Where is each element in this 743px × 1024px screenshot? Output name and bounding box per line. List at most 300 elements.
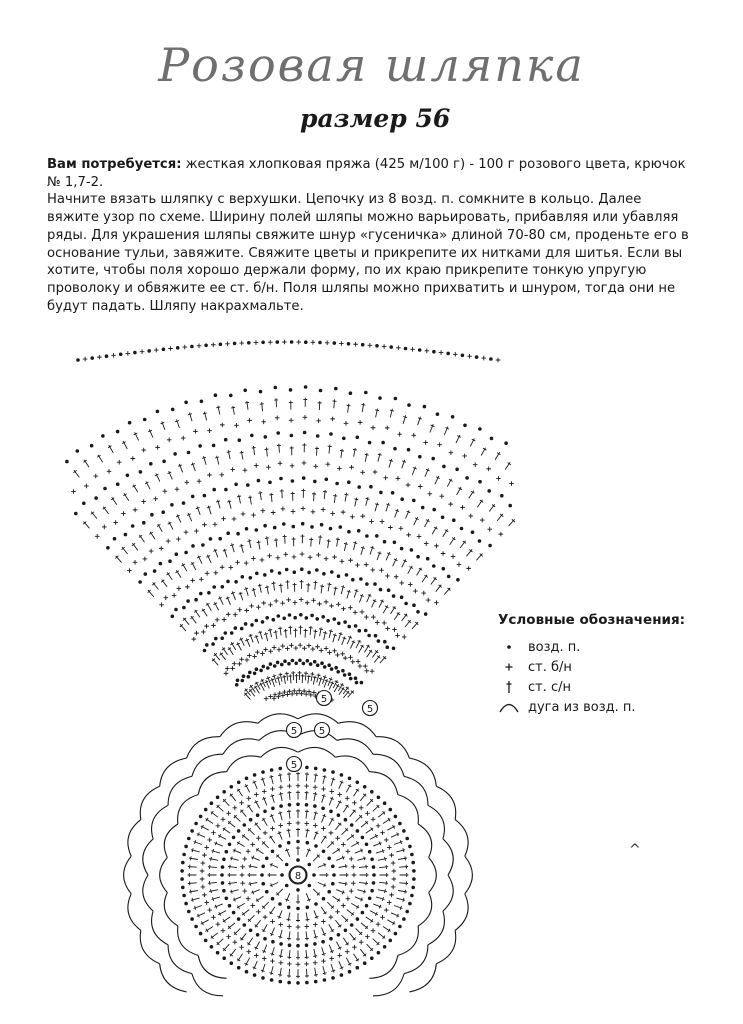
single-crochet-stitch xyxy=(304,924,309,929)
single-crochet-stitch xyxy=(297,688,302,693)
chain-stitch xyxy=(204,808,207,811)
single-crochet-stitch xyxy=(255,650,260,655)
chain-stitch xyxy=(479,428,482,431)
double-crochet-stitch xyxy=(346,784,351,792)
chain-stitch xyxy=(271,850,274,853)
double-crochet-stitch xyxy=(287,950,291,959)
single-crochet-stitch xyxy=(410,347,415,352)
single-crochet-stitch xyxy=(304,821,309,826)
chain-stitch xyxy=(75,512,78,515)
single-crochet-stitch xyxy=(166,539,171,544)
chain-stitch xyxy=(209,538,212,541)
double-crochet-stitch xyxy=(355,849,363,854)
chain-stitch xyxy=(363,786,366,789)
chain-stitch xyxy=(316,569,319,572)
single-crochet-stitch xyxy=(280,644,285,649)
chain-stitch xyxy=(199,445,202,448)
chain-stitch xyxy=(95,497,98,500)
double-crochet-stitch xyxy=(301,534,305,543)
chain-stitch xyxy=(221,637,224,640)
single-crochet-stitch xyxy=(449,450,454,455)
double-crochet-stitch xyxy=(216,406,220,415)
double-crochet-stitch xyxy=(373,842,381,847)
chain-stitch xyxy=(308,571,311,574)
chain-stitch xyxy=(361,911,364,914)
double-crochet-stitch xyxy=(248,828,255,835)
single-crochet-stitch xyxy=(211,830,216,835)
single-crochet-stitch xyxy=(304,962,309,967)
chain-stitch xyxy=(156,410,159,413)
chain-stitch xyxy=(332,882,335,885)
double-crochet-stitch xyxy=(342,637,347,645)
chain-stitch xyxy=(243,824,246,827)
single-crochet-stitch xyxy=(350,660,355,665)
chain-stitch xyxy=(330,433,333,436)
double-crochet-stitch xyxy=(237,841,245,846)
chain-arc xyxy=(143,875,153,911)
single-crochet-stitch xyxy=(399,526,404,531)
double-crochet-stitch xyxy=(417,568,423,576)
single-crochet-stitch xyxy=(376,824,381,829)
double-crochet-stitch xyxy=(304,629,308,638)
double-crochet-stitch xyxy=(296,895,300,904)
chain-stitch xyxy=(328,890,331,893)
single-crochet-stitch xyxy=(220,423,225,428)
chain-stitch xyxy=(394,932,397,935)
chain-stitch xyxy=(230,962,233,965)
single-crochet-stitch xyxy=(282,340,287,345)
double-crochet-stitch xyxy=(269,775,273,784)
double-crochet-stitch xyxy=(399,881,408,885)
double-crochet-stitch xyxy=(201,825,209,830)
chain-stitch xyxy=(306,981,309,984)
single-crochet-stitch xyxy=(262,789,267,794)
double-crochet-stitch xyxy=(91,512,97,519)
double-crochet-stitch xyxy=(211,897,220,901)
chain-stitch xyxy=(183,894,186,897)
single-crochet-stitch xyxy=(299,691,304,696)
double-crochet-stitch xyxy=(435,476,440,484)
chain-arc xyxy=(164,893,178,927)
single-crochet-stitch xyxy=(267,554,272,559)
single-crochet-stitch xyxy=(292,555,297,560)
single-crochet-stitch xyxy=(394,574,399,579)
double-crochet-stitch xyxy=(288,626,292,635)
double-crochet-stitch xyxy=(258,491,262,500)
single-crochet-stitch xyxy=(302,646,307,651)
chain-arc xyxy=(220,722,258,737)
chain-stitch xyxy=(356,781,359,784)
double-crochet-stitch xyxy=(270,928,275,936)
single-crochet-stitch xyxy=(240,865,245,870)
double-crochet-stitch xyxy=(217,805,224,811)
chain-arc xyxy=(227,756,261,772)
double-crochet-stitch xyxy=(208,865,217,869)
double-crochet-stitch xyxy=(430,424,435,432)
single-crochet-stitch xyxy=(349,465,354,470)
double-crochet-stitch xyxy=(218,911,226,916)
single-crochet-stitch xyxy=(371,817,376,822)
chain-stitch xyxy=(441,516,444,519)
single-crochet-stitch xyxy=(365,811,370,816)
chain-stitch xyxy=(284,660,287,663)
single-crochet-stitch xyxy=(382,621,387,626)
single-crochet-stitch xyxy=(254,463,259,468)
double-crochet-stitch xyxy=(402,559,407,567)
double-crochet-stitch xyxy=(262,818,267,826)
double-crochet-stitch xyxy=(245,638,250,646)
double-crochet-stitch xyxy=(191,848,200,852)
double-crochet-stitch xyxy=(347,404,351,413)
chain-stitch xyxy=(400,596,403,599)
chain-arc xyxy=(198,955,226,978)
chain-stitch xyxy=(457,579,460,582)
chain-stitch xyxy=(287,906,290,909)
chain-stitch xyxy=(175,553,178,556)
chain-stitch xyxy=(279,903,282,906)
chain-stitch xyxy=(371,889,374,892)
single-crochet-stitch xyxy=(345,949,350,954)
double-crochet-stitch xyxy=(214,842,222,847)
single-crochet-stitch xyxy=(360,514,365,519)
double-crochet-stitch xyxy=(359,645,364,653)
double-crochet-stitch xyxy=(296,932,300,941)
double-crochet-stitch xyxy=(303,398,307,407)
double-crochet-stitch xyxy=(270,814,275,822)
chain-arc xyxy=(443,839,453,875)
chain-stitch xyxy=(366,535,369,538)
chain-stitch xyxy=(212,444,215,447)
single-crochet-stitch xyxy=(274,599,279,604)
double-crochet-stitch xyxy=(313,630,317,639)
single-crochet-stitch xyxy=(358,664,363,669)
chain-stitch xyxy=(488,490,491,493)
double-crochet-stitch xyxy=(157,524,162,532)
single-crochet-stitch xyxy=(290,464,295,469)
double-crochet-stitch xyxy=(394,906,403,910)
single-crochet-stitch xyxy=(402,635,407,640)
double-crochet-stitch xyxy=(220,653,226,660)
single-crochet-stitch xyxy=(260,558,265,563)
single-crochet-stitch xyxy=(396,476,401,481)
single-crochet-stitch xyxy=(335,653,340,658)
single-crochet-stitch xyxy=(434,600,439,605)
chain-stitch xyxy=(195,598,198,601)
chain-stitch xyxy=(413,604,416,607)
double-crochet-stitch xyxy=(336,538,340,547)
chain-stitch xyxy=(191,830,194,833)
double-crochet-stitch xyxy=(373,939,380,945)
double-crochet-stitch xyxy=(240,810,246,817)
chain-stitch xyxy=(187,600,190,603)
chain-stitch xyxy=(322,616,325,619)
legend xyxy=(498,612,728,717)
chain-stitch xyxy=(270,979,273,982)
double-crochet-stitch xyxy=(414,517,419,525)
single-crochet-stitch xyxy=(211,915,216,920)
double-crochet-stitch xyxy=(202,456,206,465)
chain-stitch xyxy=(392,647,395,650)
double-crochet-stitch xyxy=(509,519,515,526)
chain-stitch xyxy=(253,774,256,777)
chain-stitch xyxy=(292,525,295,528)
double-crochet-stitch xyxy=(291,492,295,501)
double-crochet-stitch xyxy=(287,969,291,978)
single-crochet-stitch xyxy=(351,865,356,870)
chain-arc xyxy=(465,856,473,894)
chain-stitch xyxy=(409,902,412,905)
double-crochet-stitch xyxy=(188,881,197,885)
double-crochet-stitch xyxy=(320,873,329,877)
chain-stitch xyxy=(356,436,359,439)
double-crochet-stitch xyxy=(361,923,368,929)
double-crochet-stitch xyxy=(207,506,211,515)
chain-stitch xyxy=(183,606,186,609)
chain-stitch xyxy=(221,874,224,877)
single-crochet-stitch xyxy=(211,623,216,628)
double-crochet-stitch xyxy=(456,435,461,443)
double-crochet-stitch xyxy=(315,447,319,456)
chain-stitch xyxy=(150,463,153,466)
chain-stitch xyxy=(442,567,445,570)
chain-stitch xyxy=(350,924,353,927)
chain-stitch xyxy=(356,830,359,833)
chain-stitch xyxy=(338,622,341,625)
chain-arc xyxy=(443,875,453,911)
chain-stitch xyxy=(163,460,166,463)
chain-stitch xyxy=(280,943,283,946)
chain-stitch xyxy=(358,486,361,489)
single-crochet-stitch xyxy=(121,511,126,516)
chain-stitch xyxy=(153,570,156,573)
double-crochet-stitch xyxy=(269,493,273,502)
chain-arc xyxy=(418,893,432,927)
chain-stitch xyxy=(356,918,359,921)
chain-stitch xyxy=(225,897,228,900)
single-crochet-stitch xyxy=(302,461,307,466)
double-crochet-stitch xyxy=(122,547,128,554)
double-crochet-stitch xyxy=(230,857,239,861)
chain-stitch xyxy=(406,837,409,840)
chain-stitch xyxy=(376,535,379,538)
chain-stitch xyxy=(417,555,420,558)
single-crochet-stitch xyxy=(261,419,266,424)
single-crochet-stitch xyxy=(364,669,369,674)
chain-stitch xyxy=(314,980,317,983)
double-crochet-stitch xyxy=(444,427,449,435)
double-crochet-stitch xyxy=(329,629,333,638)
double-crochet-stitch xyxy=(340,449,344,458)
double-crochet-stitch xyxy=(378,889,387,893)
double-crochet-stitch xyxy=(262,902,269,909)
single-crochet-stitch xyxy=(311,509,316,514)
chain-stitch xyxy=(383,946,386,949)
chain-stitch xyxy=(285,568,288,571)
single-crochet-stitch xyxy=(391,861,396,866)
double-crochet-stitch xyxy=(350,810,356,817)
single-crochet-stitch xyxy=(324,646,329,651)
single-crochet-stitch xyxy=(360,470,365,475)
chain-stitch xyxy=(399,925,402,928)
double-crochet-stitch xyxy=(278,831,283,839)
chain-stitch xyxy=(332,771,335,774)
chain-stitch xyxy=(306,841,309,844)
single-crochet-stitch xyxy=(194,631,199,636)
double-crochet-stitch xyxy=(367,799,373,806)
page-title: Розовая шляпка xyxy=(158,38,585,92)
chain-stitch xyxy=(372,882,375,885)
double-crochet-stitch xyxy=(386,552,391,560)
chain-stitch xyxy=(174,453,177,456)
double-crochet-stitch xyxy=(351,903,359,908)
chain-stitch xyxy=(237,781,240,784)
legend-label-double-crochet: ст. с/н xyxy=(528,679,572,695)
double-crochet-stitch xyxy=(237,495,241,504)
chain-stitch xyxy=(373,874,376,877)
double-crochet-stitch xyxy=(378,857,387,861)
single-crochet-stitch xyxy=(392,869,397,874)
single-crochet-stitch xyxy=(356,659,361,664)
single-crochet-stitch xyxy=(330,511,335,516)
chain-stitch xyxy=(199,815,202,818)
double-crochet-stitch xyxy=(189,856,198,860)
chain-stitch xyxy=(300,614,303,617)
double-crochet-stitch xyxy=(447,479,452,487)
double-crochet-stitch xyxy=(161,580,167,587)
double-crochet-stitch xyxy=(360,794,366,801)
double-crochet-stitch xyxy=(245,784,250,792)
single-crochet-stitch xyxy=(350,515,355,520)
double-crochet-stitch xyxy=(217,939,224,945)
chain-stitch xyxy=(224,438,227,441)
single-crochet-stitch xyxy=(292,689,297,694)
chain-stitch xyxy=(264,937,267,940)
single-crochet-stitch xyxy=(473,462,478,467)
single-crochet-stitch xyxy=(383,476,388,481)
chain-arc xyxy=(261,747,298,757)
chain-stitch xyxy=(270,570,273,573)
double-crochet-stitch xyxy=(270,863,278,868)
double-crochet-stitch xyxy=(422,575,428,582)
chain-arc xyxy=(298,714,338,723)
chain-stitch xyxy=(171,408,174,411)
double-crochet-stitch xyxy=(360,873,369,877)
legend-item-chain xyxy=(498,637,728,657)
single-crochet-stitch xyxy=(329,604,334,609)
single-crochet-stitch xyxy=(387,845,392,850)
chain-stitch xyxy=(366,583,369,586)
double-crochet-stitch xyxy=(262,924,267,932)
chain-stitch xyxy=(490,358,493,361)
chain-stitch xyxy=(410,549,413,552)
legend-label-single-crochet: ст. б/н xyxy=(528,659,572,675)
chain-stitch xyxy=(245,777,248,780)
double-crochet-stitch xyxy=(288,674,292,683)
chain-stitch xyxy=(374,634,377,637)
double-crochet-stitch xyxy=(248,915,255,922)
double-crochet-stitch xyxy=(206,927,214,933)
double-crochet-stitch xyxy=(230,890,239,894)
instructions-paragraph: Начните вязать шляпку с верхушки. Цепочку из 8 возд. п. сомкните в кольцо. Далее вяжите узор по схеме. Ширину полей шляпы можно варьировать, прибавляя или убавляя ряды. Для украшения шляпы свяжите шнур «гусеничка» длиной 70-80 см, проденьте его в основание тульи, завяжите. Свяжите цветы и прикрепите их нитками для шитья. Если вы хотите, чтобы поля хорошо держали форму, по их краю прикрепите тонкую упругую проволоку и обвяжите ее ст. б/н. Поля шляпы можно прихватить и шнуром, тогда они не будут падать. Шляпу накрахмальте. xyxy=(47,192,689,314)
double-crochet-stitch xyxy=(270,794,274,803)
chain-stitch xyxy=(244,623,247,626)
chain-stitch xyxy=(144,573,147,576)
single-crochet-stitch xyxy=(382,344,387,349)
chain-stitch xyxy=(344,621,347,624)
double-crochet-stitch xyxy=(450,537,456,544)
double-crochet-stitch xyxy=(375,503,379,512)
double-crochet-stitch xyxy=(261,778,265,787)
double-crochet-stitch xyxy=(327,841,334,848)
double-crochet-stitch xyxy=(233,849,241,854)
single-crochet-stitch xyxy=(305,600,310,605)
chain-stitch xyxy=(297,859,300,862)
chain-stitch xyxy=(348,673,351,676)
chain-stitch xyxy=(271,897,274,900)
chain-arc xyxy=(160,858,168,893)
plus-icon xyxy=(498,662,520,672)
chain-stitch xyxy=(210,802,213,805)
single-crochet-stitch xyxy=(336,602,341,607)
double-crochet-stitch xyxy=(230,642,235,650)
single-crochet-stitch xyxy=(298,643,303,648)
double-crochet-stitch xyxy=(290,446,294,455)
single-crochet-stitch xyxy=(451,554,456,559)
chain-stitch xyxy=(262,977,265,980)
chain-stitch xyxy=(413,878,416,881)
single-crochet-stitch xyxy=(384,908,389,913)
single-crochet-stitch xyxy=(287,962,292,967)
double-crochet-stitch xyxy=(237,954,243,962)
double-crochet-stitch xyxy=(260,402,264,411)
double-crochet-stitch xyxy=(253,961,258,969)
single-crochet-stitch xyxy=(140,349,145,354)
double-crochet-stitch xyxy=(339,781,344,789)
chain-stitch xyxy=(405,602,408,605)
double-crochet-stitch xyxy=(249,882,258,886)
single-crochet-stitch xyxy=(311,647,316,652)
chain-stitch xyxy=(322,897,325,900)
chain-stitch xyxy=(372,866,375,869)
double-crochet-stitch xyxy=(394,840,403,844)
double-crochet-stitch xyxy=(373,904,381,909)
single-crochet-stitch xyxy=(466,566,471,571)
double-crochet-stitch xyxy=(402,614,408,621)
chain-stitch xyxy=(215,637,218,640)
chain-stitch xyxy=(124,533,127,536)
double-crochet-stitch xyxy=(189,890,198,894)
double-crochet-stitch xyxy=(313,676,317,685)
chain-stitch xyxy=(219,537,222,540)
chain-stitch xyxy=(237,830,240,833)
single-crochet-stitch xyxy=(143,557,148,562)
single-crochet-stitch xyxy=(425,349,430,354)
chain-arc xyxy=(398,795,419,824)
double-crochet-stitch xyxy=(270,883,278,888)
chain-stitch xyxy=(401,498,404,501)
double-crochet-stitch xyxy=(234,815,241,822)
chain-stitch xyxy=(364,629,367,632)
chain-stitch xyxy=(464,424,467,427)
double-crochet-stitch xyxy=(476,554,482,561)
chain-arc xyxy=(164,824,178,858)
chain-stitch xyxy=(354,625,357,628)
chain-stitch xyxy=(232,836,235,839)
single-crochet-stitch xyxy=(289,418,294,423)
single-crochet-stitch xyxy=(379,568,384,573)
double-crochet-stitch xyxy=(279,792,283,801)
chain-stitch xyxy=(352,578,355,581)
